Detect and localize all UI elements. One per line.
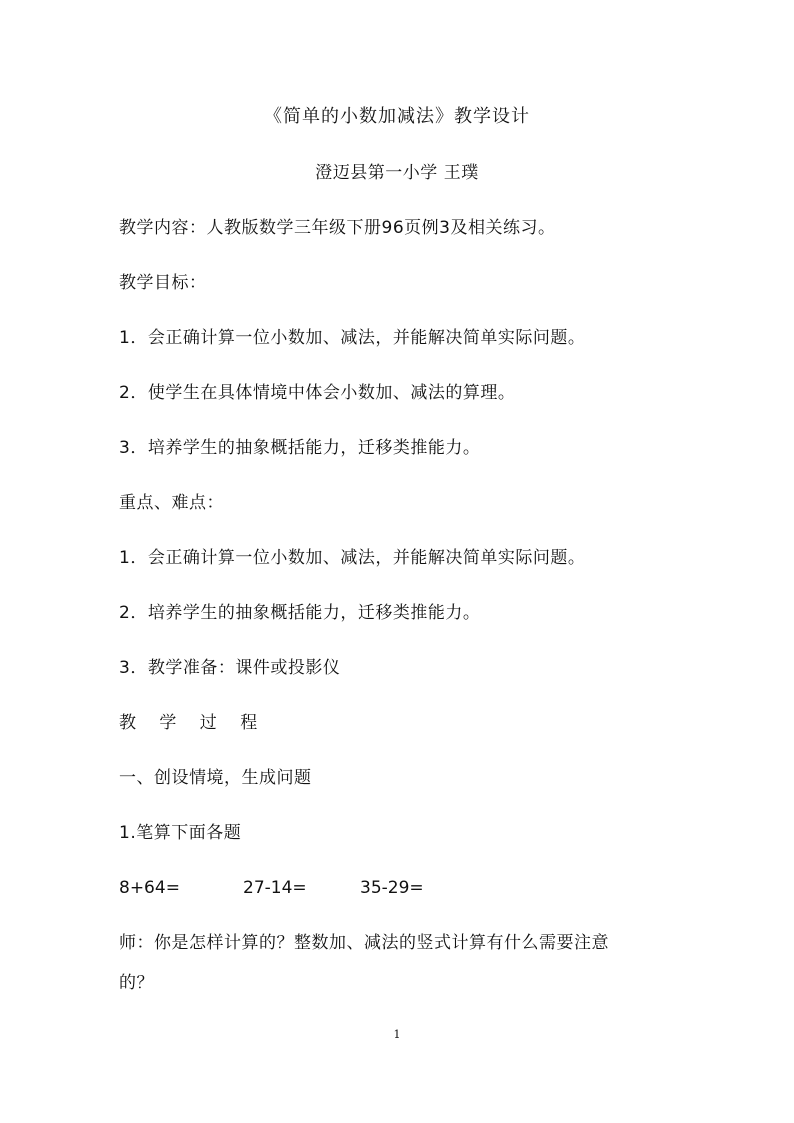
process-heading: 教 学 过 程: [119, 713, 267, 733]
key-point-item-1: 1．会正确计算一位小数加、减法，并能解决简单实际问题。: [119, 548, 586, 568]
teacher-question-line-2: 的？: [119, 973, 154, 993]
calculation-2: 27-14=: [243, 878, 307, 898]
author-line: 澄迈县第一小学 王璞: [315, 163, 479, 183]
calculation-1: 8+64=: [119, 878, 180, 898]
goals-heading: 教学目标：: [119, 273, 207, 293]
page-number: 1: [393, 1028, 401, 1041]
task-one: 1.笔算下面各题: [119, 823, 242, 843]
key-points-heading: 重点、难点：: [119, 493, 224, 513]
calculation-3: 35-29=: [360, 878, 424, 898]
teaching-content: 教学内容：人教版数学三年级下册96页例3及相关练习。: [119, 218, 556, 238]
goal-item-1: 1．会正确计算一位小数加、减法，并能解决简单实际问题。: [119, 328, 586, 348]
key-point-item-2: 2．培养学生的抽象概括能力，迁移类推能力。: [119, 603, 481, 623]
key-point-item-3: 3．教学准备：课件或投影仪: [119, 658, 341, 678]
goal-item-3: 3．培养学生的抽象概括能力，迁移类推能力。: [119, 438, 481, 458]
section-one-heading: 一、创设情境，生成问题: [119, 768, 312, 788]
goal-item-2: 2．使学生在具体情境中体会小数加、减法的算理。: [119, 383, 516, 403]
teacher-question-line-1: 师：你是怎样计算的？整数加、减法的竖式计算有什么需要注意: [119, 933, 609, 953]
document-title: 《简单的小数加减法》教学设计: [264, 106, 530, 127]
